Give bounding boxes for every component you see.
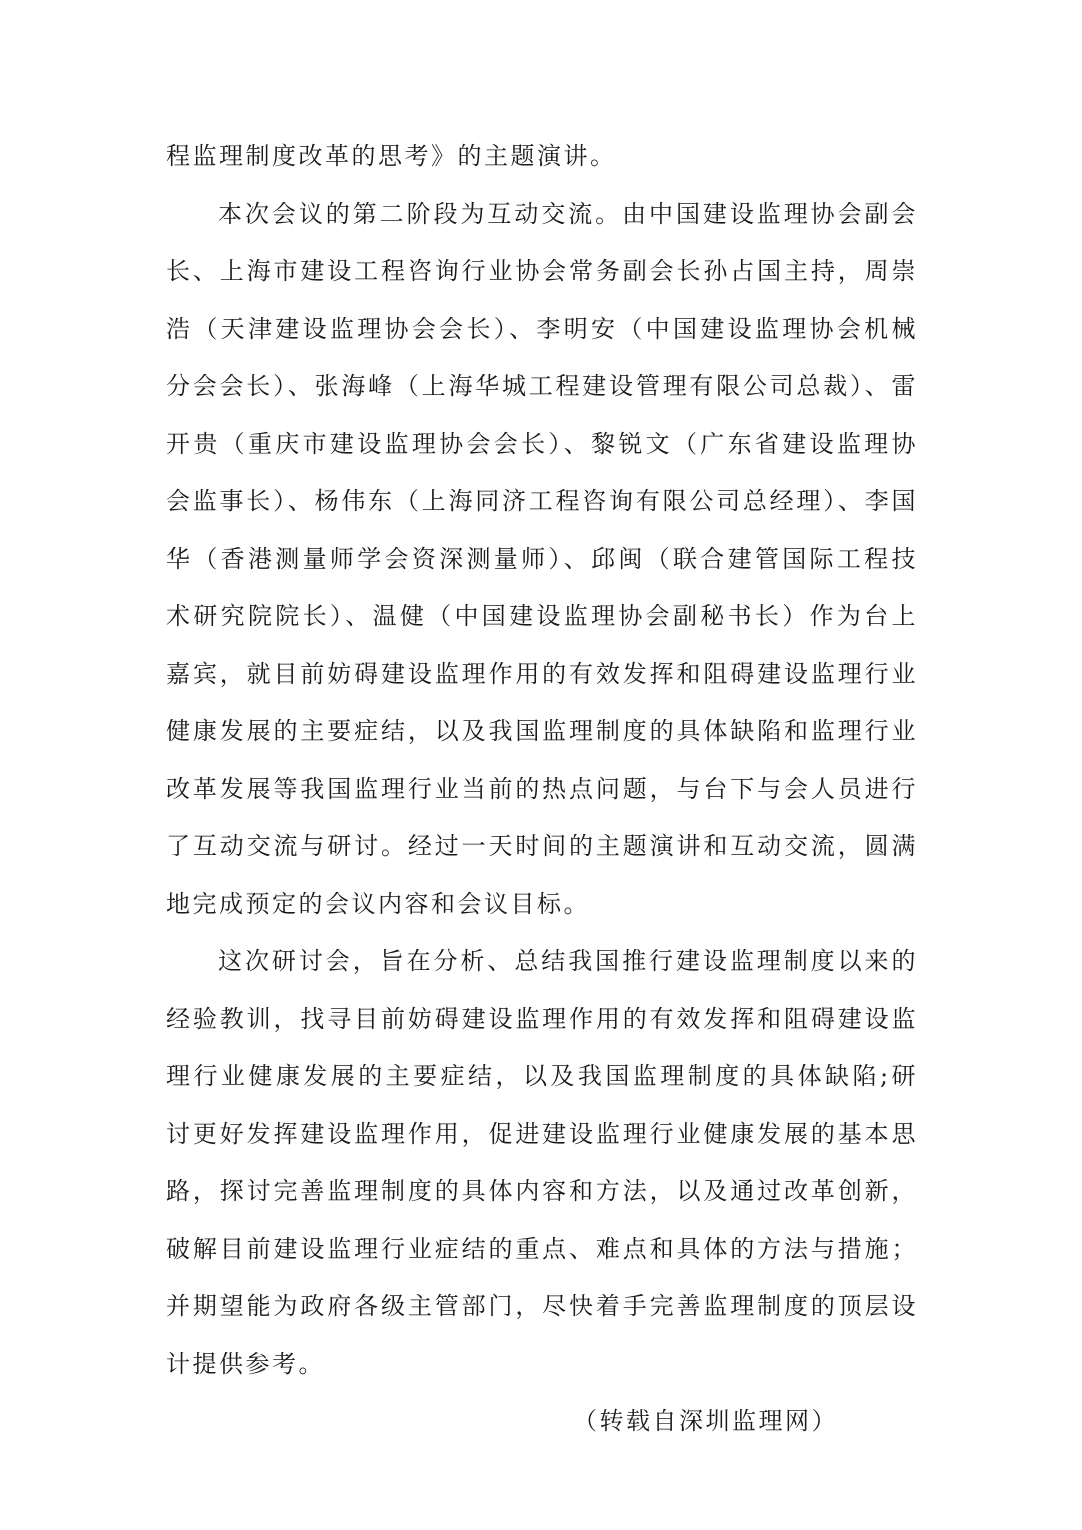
paragraph-3: 这次研讨会，旨在分析、总结我国推行建设监理制度以来的经验教训，找寻目前妨碍建设监理作用的有效发挥和阻碍建设监理行业健康发展的主要症结，以及我国监理制度的具体缺陷;研讨更好发挥建设监理作用，促进建设监理行业健康发展的基本思路，探讨完善监理制度的具体内容和方法，以及通过改革创新，破解目前建设监理行业症结的重点、难点和具体的方法与措施； 并期望能为政府各级主管部门，尽快着手完善监理制度的顶层设计提供参考。: [166, 947, 918, 1378]
paragraph-1: 程监理制度改革的思考》的主题演讲。: [166, 142, 617, 170]
document-body: [166, 128, 918, 1451]
source-attribution: （转载自深圳监理网）: [573, 1407, 838, 1435]
paragraph-2: 本次会议的第二阶段为互动交流。由中国建设监理协会副会长、上海市建设工程咨询行业协会常务副会长孙占国主持，周崇浩（天津建设监理协会会长）、李明安（中国建设监理协会机械分会会长）、张海峰（上海华城工程建设管理有限公司总裁）、雷开贵（重庆市建设监理协会会长）、黎锐文（广东省建设监理协会监事长）、杨伟东（上海同济工程咨询有限公司总经理）、李国华（香港测量师学会资深测量师）、邱闽（联合建管国际工程技术研究院院长）、温健（中国建设监理协会副秘书长）作为台上嘉宾，就目前妨碍建设监理作用的有效发挥和阻碍建设监理行业健康发展的主要症结，以及我国监理制度的具体缺陷和监理行业改革发展等我国监理行业当前的热点问题，与台下与会人员进行了互动交流与研讨。经过一天时间的主题演讲和互动交流，圆满地完成预定的会议内容和会议目标。: [166, 199, 918, 918]
